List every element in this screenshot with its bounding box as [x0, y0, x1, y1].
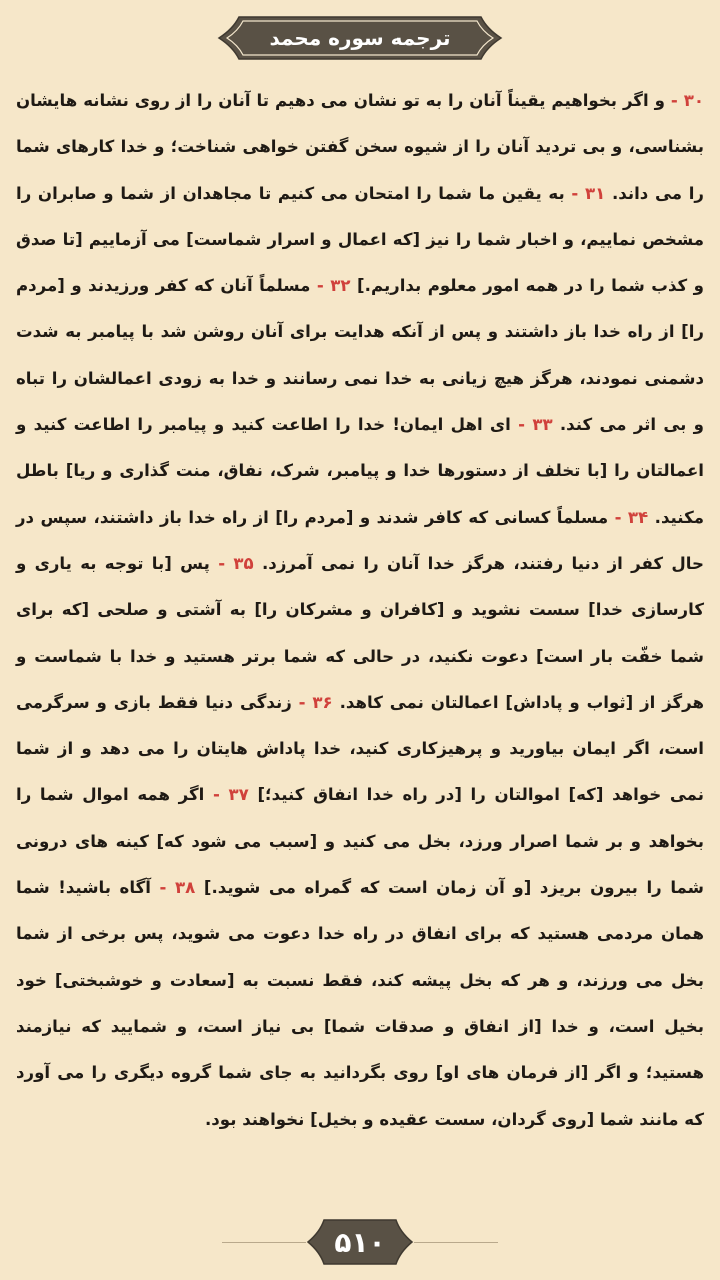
- title-plaque: [217, 15, 503, 61]
- verse-number: ۳۵ -: [218, 553, 254, 573]
- verse-number: ۳۲ -: [316, 276, 351, 296]
- verse-text: پس [با توجه به یاری و کارسازی خدا] سست نشوید و [کافران و مشرکان را] به آشتی و صلحی [که برای شما خفّت بار است] دعوت نکنید، در حالی که شما برتر هستید و خدا با شماست و هرگز از [ثواب و پاداش] اعمالتان نمی کاهد.: [16, 553, 705, 712]
- verse-text: مسلماً کسانی که کافر شدند و [مردم را] از راه خدا باز داشتند، سپس در حال کفر از دنیا رفتند، هرگز خدا آنان را نمی آمرزد.: [16, 507, 704, 573]
- verse-text: زندگی دنیا فقط بازی و سرگرمی است، اگر ایمان بیاورید و پرهیزکاری کنید، خدا پاداش هایتان را می دهد و از شما نمی خواهد [که] اموالتان را [در راه خدا انفاق کنید؛]: [16, 692, 705, 805]
- verse-text: ای اهل ایمان! خدا را اطاعت کنید و پیامبر را اطاعت کنید و اعمالتان را [با تخلف از دستورها خدا و پیامبر، شرک، نفاق، منت گذاری و ریا] باطل مکنید.: [16, 415, 705, 527]
- verse-number: ۳۳ -: [518, 415, 553, 435]
- footer-divider-left: [222, 1242, 306, 1243]
- verse-number: ۳۷ -: [212, 785, 249, 805]
- verse-number: ۳۴ -: [614, 507, 649, 527]
- page-number: ۵۱۰: [334, 1225, 386, 1259]
- verse-number: ۳۱ -: [571, 183, 606, 203]
- footer: [0, 1218, 720, 1268]
- verse-number: ۳۶ -: [298, 692, 333, 712]
- footer-divider-right: [414, 1242, 498, 1243]
- verse-text: آگاه باشید! شما همان مردمی هستید که برای انفاق در راه خدا دعوت می شوید، پس برخی از شما بخل می ورزند، و هر که بخل پیشه کند، فقط نسبت به [سعادت و خوشبختی] خود بخیل است، و خدا [از انفاق و صدقات شما] بی نیاز است، و شمایید که نیازمند هستید؛ و اگر [از فرمان های او] روی بگردانید به جای شما گروه دیگری را می آورد که مانند شما [روی گردان، سست عقیده و بخیل] نخواهند بود.: [16, 878, 704, 1129]
- verse-text: و اگر بخواهیم یقیناً آنان را به تو نشان می دهیم تا آنان را از روی نشانه هایشان بشناسی، و بی تردید آنان را از شیوه سخن گفتن خواهی شناخت؛ و خدا کارهای شما را می داند.: [16, 91, 704, 203]
- verse-number: ۳۰ -: [670, 91, 704, 110]
- verse-text: اگر همه اموال شما را بخواهد و بر شما اصرار ورزد، بخل می کنید و [سبب می شود که] کینه های درونی شما را بیرون بریزد [و آن زمان است که گمراه می شوید.]: [16, 785, 704, 898]
- page-number-plaque: [306, 1218, 414, 1266]
- verse-number: ۳۸ -: [159, 878, 196, 898]
- translation-text: [16, 78, 704, 1143]
- page-title: ترجمه سوره محمد: [269, 26, 451, 50]
- header: [0, 14, 720, 62]
- verse-text: مسلماً آنان که کفر ورزیدند و [مردم را] از راه خدا باز داشتند و پس از آنکه هدایت برای آنان روشن شد با پیامبر به شدت دشمنی نمودند، هرگز هیچ زیانی به خدا نمی رسانند و خدا به زودی اعمالشان را تباه و بی اثر می کند.: [16, 276, 704, 435]
- verse-text: به یقین ما شما را امتحان می کنیم تا مجاهدان از شما و صابران را مشخص نماییم، و اخبار شما را نیز [که اعمال و اسرار شماست] می آزماییم [تا صدق و کذب شما را در همه امور معلوم بداریم.]: [16, 183, 704, 296]
